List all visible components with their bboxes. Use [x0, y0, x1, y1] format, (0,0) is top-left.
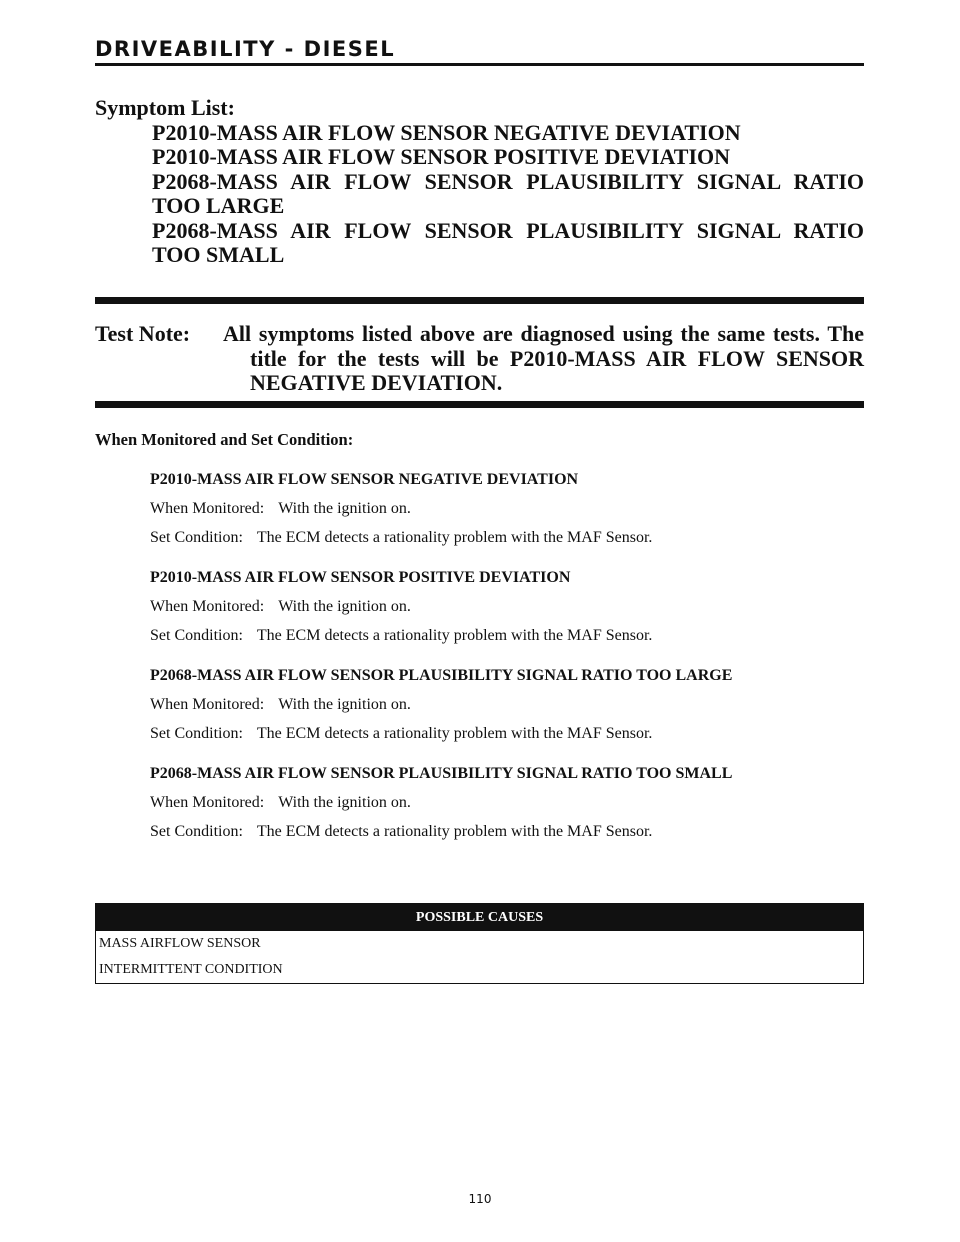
- dtc-title: P2068-MASS AIR FLOW SENSOR PLAUSIBILITY SIGNAL RATIO TOO SMALL: [150, 765, 733, 782]
- set-condition-value: The ECM detects a rationality problem with the MAF Sensor.: [256, 725, 653, 742]
- monitored-heading: When Monitored and Set Condition:: [95, 430, 354, 449]
- symptom-item: P2010-MASS AIR FLOW SENSOR NEGATIVE DEVIATION: [152, 119, 741, 145]
- monitored-section: [95, 430, 864, 842]
- dtc-block: [150, 568, 864, 646]
- dtc-block: [150, 764, 864, 842]
- when-monitored-line: [150, 793, 864, 813]
- when-monitored-value: With the ignition on.: [278, 794, 411, 811]
- dtc-title: P2010-MASS AIR FLOW SENSOR POSITIVE DEVIATION: [150, 569, 571, 586]
- symptom-list: [95, 96, 864, 268]
- header-rule: [95, 63, 864, 66]
- set-condition-value: The ECM detects a rationality problem with the MAF Sensor.: [256, 529, 653, 546]
- table-row: INTERMITTENT CONDITION: [99, 962, 283, 977]
- page-header: [95, 36, 864, 62]
- when-monitored-line: [150, 695, 864, 715]
- set-condition-line: [150, 626, 864, 646]
- set-condition-value: The ECM detects a rationality problem with the MAF Sensor.: [256, 823, 653, 840]
- test-note-text: All symptoms listed above are diagnosed using the same tests. The title for the tests will be P2010-MASS AIR FLOW SENSOR NEGATIVE DEVIATION.: [223, 321, 864, 395]
- table-row: MASS AIRFLOW SENSOR: [99, 936, 261, 951]
- set-condition-line: [150, 528, 864, 548]
- when-monitored-label: When Monitored:: [150, 500, 265, 517]
- when-monitored-line: [150, 597, 864, 617]
- when-monitored-line: [150, 499, 864, 519]
- set-condition-line: [150, 724, 864, 744]
- set-condition-line: [150, 822, 864, 842]
- when-monitored-value: With the ignition on.: [278, 696, 411, 713]
- when-monitored-label: When Monitored:: [150, 794, 265, 811]
- dtc-title: P2068-MASS AIR FLOW SENSOR PLAUSIBILITY SIGNAL RATIO TOO LARGE: [150, 667, 733, 684]
- set-condition-label: Set Condition:: [150, 823, 243, 840]
- when-monitored-value: With the ignition on.: [278, 598, 411, 615]
- possible-causes-table: [95, 903, 864, 984]
- dtc-block: [150, 666, 864, 744]
- when-monitored-label: When Monitored:: [150, 598, 265, 615]
- section-divider: [95, 297, 864, 304]
- possible-causes-header: POSSIBLE CAUSES: [96, 904, 863, 931]
- set-condition-label: Set Condition:: [150, 627, 243, 644]
- page-number: 110: [468, 1192, 492, 1206]
- when-monitored-label: When Monitored:: [150, 696, 265, 713]
- symptom-list-heading: Symptom List:: [95, 95, 235, 120]
- section-divider: [95, 401, 864, 408]
- set-condition-label: Set Condition:: [150, 529, 243, 546]
- test-note: [95, 322, 864, 396]
- section-title: DRIVEABILITY - DIESEL: [95, 37, 396, 61]
- set-condition-value: The ECM detects a rationality problem with the MAF Sensor.: [256, 627, 653, 644]
- symptom-item: P2010-MASS AIR FLOW SENSOR POSITIVE DEVIATION: [152, 144, 731, 169]
- test-note-label: Test Note:: [95, 321, 191, 346]
- symptom-items: [152, 121, 864, 268]
- when-monitored-value: With the ignition on.: [278, 500, 411, 517]
- set-condition-label: Set Condition:: [150, 725, 243, 742]
- dtc-block: [150, 470, 864, 548]
- symptom-item: P2068-MASS AIR FLOW SENSOR PLAUSIBILITY SIGNAL RATIO TOO SMALL: [152, 217, 864, 267]
- dtc-title: P2010-MASS AIR FLOW SENSOR NEGATIVE DEVIATION: [150, 471, 579, 488]
- symptom-item: P2068-MASS AIR FLOW SENSOR PLAUSIBILITY SIGNAL RATIO TOO LARGE: [152, 168, 864, 218]
